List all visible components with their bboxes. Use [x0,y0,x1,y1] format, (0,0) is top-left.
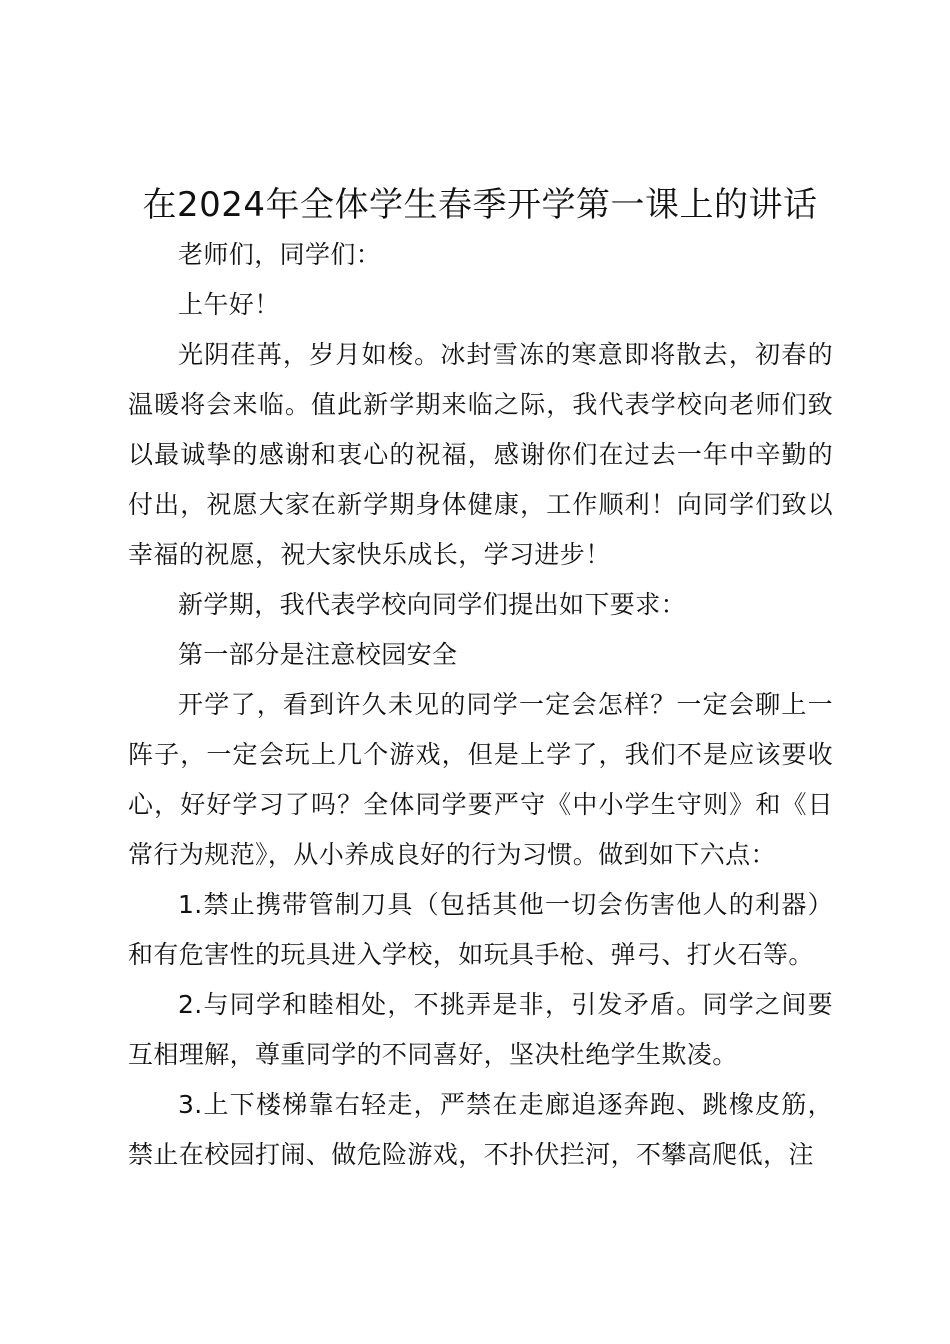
paragraph-opening: 光阴荏苒，岁月如梭。冰封雪冻的寒意即将散去，初春的温暖将会来临。值此新学期来临之际，我代表学校向老师们致以最诚挚的感谢和衷心的祝福，感谢你们在过去一年中辛勤的付出，祝愿大家在新学期身体健康，工作顺利！向同学们致以幸福的祝愿，祝大家快乐成长，学习进步！ [128,340,833,569]
document-body [128,230,833,1180]
paragraph-safety-intro: 开学了，看到许久未见的同学一定会怎样？一定会聊上一阵子，一定会玩上几个游戏，但是上学了，我们不是应该要收心，好好学习了吗？全体同学要严守《中小学生守则》和《日常行为规范》，从小养成良好的行为习惯。做到如下六点： [128,690,833,869]
rule-item-3: 3.上下楼梯靠右轻走，严禁在走廊追逐奔跑、跳橡皮筋，禁止在校园打闹、做危险游戏，不扑伏拦河，不攀高爬低，注 [128,1090,833,1169]
section-heading-safety: 第一部分是注意校园安全 [178,640,458,669]
paragraph-requirements-intro: 新学期，我代表学校向同学们提出如下要求： [178,590,687,619]
greeting: 上午好！ [178,290,280,319]
document-title: 在2024年全体学生春季开学第一课上的讲话 [142,185,818,225]
salutation: 老师们，同学们： [178,240,382,269]
rule-item-2: 2.与同学和睦相处，不挑弄是非，引发矛盾。同学之间要互相理解，尊重同学的不同喜好，坚决杜绝学生欺凌。 [128,990,833,1069]
rule-item-1: 1.禁止携带管制刀具（包括其他一切会伤害他人的利器）和有危害性的玩具进入学校，如玩具手枪、弹弓、打火石等。 [128,890,833,969]
